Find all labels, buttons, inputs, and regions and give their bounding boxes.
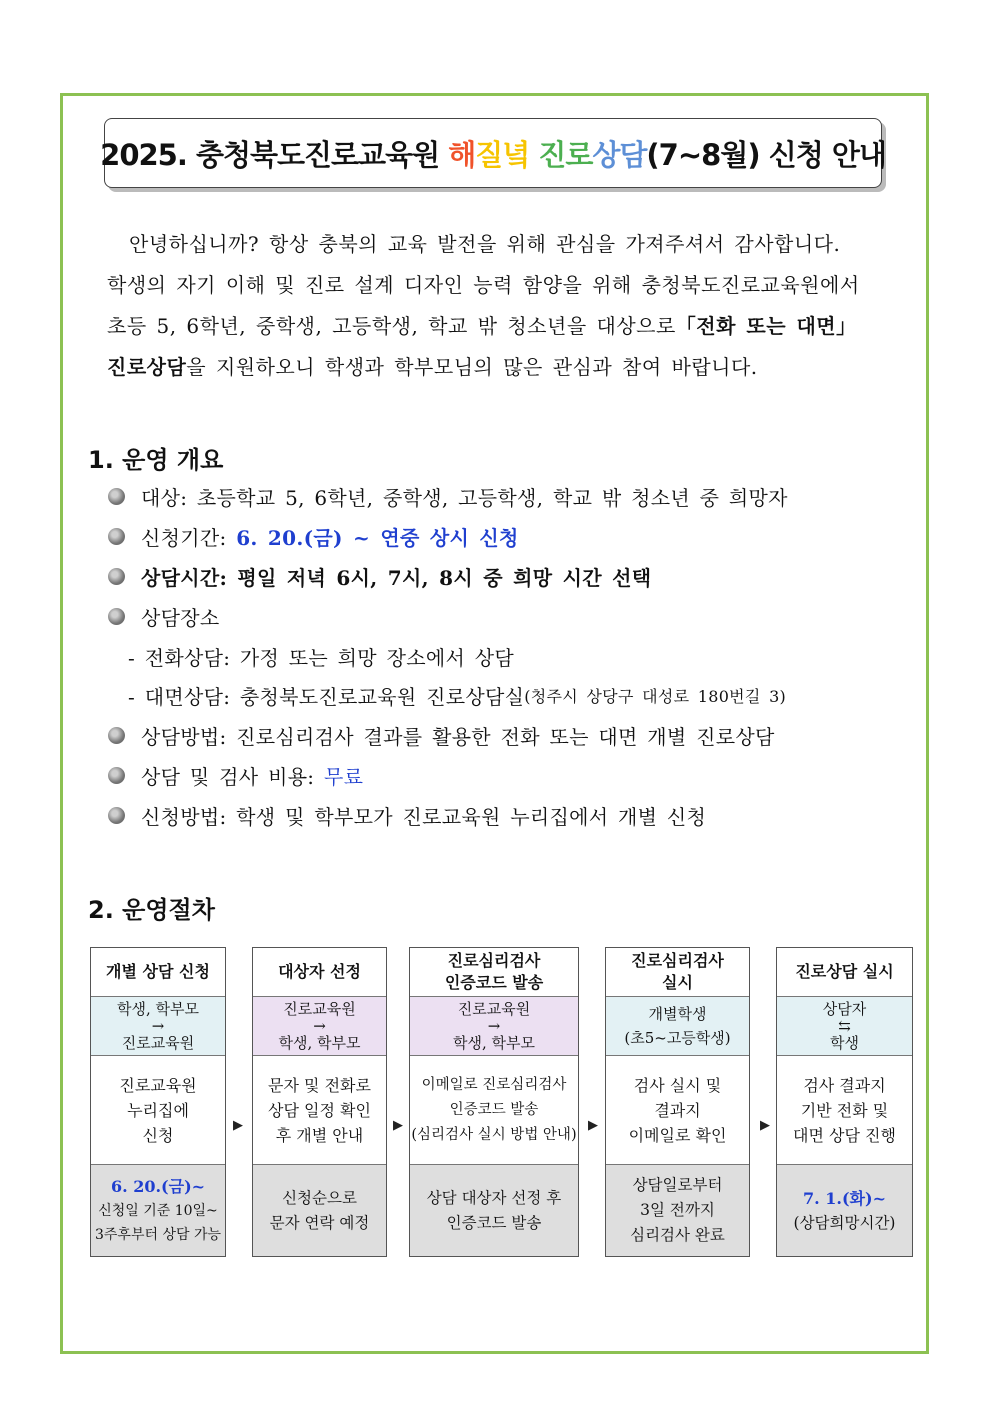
page-title	[100, 118, 886, 188]
step-3-code	[409, 947, 579, 1257]
step-who: 진로교육원 → 학생, 학부모	[253, 997, 386, 1056]
exchange-arrows-icon: ⇆	[838, 1016, 851, 1035]
period-label: 신청기간:	[141, 526, 237, 551]
bullet-icon	[108, 727, 125, 744]
step-foot: 신청순으로 문자 연락 예정	[253, 1165, 386, 1256]
step-5-counsel	[776, 947, 913, 1257]
step-foot: 상담 대상자 선정 후 인증코드 발송	[410, 1165, 578, 1256]
step-foot: 7. 1.(화)~ (상담희망시간)	[777, 1165, 912, 1256]
title-space	[529, 136, 538, 170]
step-desc: 이메일로 진로심리검사 인증코드 발송 (심리검사 실시 방법 안내)	[410, 1056, 578, 1165]
arrow-right-icon: ▶	[588, 1118, 598, 1133]
step-head: 진로심리검사 실시	[606, 948, 749, 997]
list-item-phone	[108, 636, 928, 676]
place-text: 상담장소	[141, 605, 220, 630]
step-who: 상담자 ⇆ 학생	[777, 997, 912, 1056]
intro-phone-or-visit: 「전화 또는 대면」	[675, 314, 857, 338]
step-2-select	[252, 947, 387, 1257]
title-prefix: 2025. 충청북도진로교육원	[100, 137, 449, 172]
bullet-icon	[108, 488, 125, 505]
step-4-test	[605, 947, 750, 1257]
step-head: 대상자 선정	[253, 948, 386, 997]
step-head: 개별 상담 신청	[91, 948, 225, 997]
list-item-place	[108, 596, 928, 636]
overview-list	[108, 477, 928, 835]
title-word-jil: 질	[475, 137, 503, 172]
intro-line-4-text: 을 지원하오니 학생과 학부모님의 많은 관심과 참여 바랍니다.	[186, 355, 758, 379]
bullet-icon	[108, 767, 125, 784]
title-word-sangdam: 상담	[592, 137, 647, 172]
list-item-method	[108, 716, 928, 756]
title-word-nyeok: 녘	[502, 137, 530, 172]
step-who: 진로교육원 → 학생, 학부모	[410, 997, 578, 1056]
time-text: 상담시간: 평일 저녁 6시, 7시, 8시 중 희망 시간 선택	[141, 565, 652, 590]
step-desc: 문자 및 전화로 상담 일정 확인 후 개별 안내	[253, 1056, 386, 1165]
title-word-jinro: 진로	[538, 137, 593, 172]
apply-text: 신청방법: 학생 및 학부모가 진로교육원 누리집에서 개별 신청	[141, 804, 707, 829]
intro-line-3-text: 초등 5, 6학년, 중학생, 고등학생, 학교 밖 청소년을 대상으로	[107, 314, 676, 338]
method-text: 상담방법: 진로심리검사 결과를 활용한 전화 또는 대면 개별 진로상담	[141, 725, 775, 750]
step-1-apply	[90, 947, 226, 1257]
bullet-icon	[108, 528, 125, 545]
step-desc: 검사 결과지 기반 전화 및 대면 상담 진행	[777, 1056, 912, 1165]
cost-value: 무료	[324, 764, 364, 789]
list-item-time	[108, 557, 928, 597]
step-foot: 6. 20.(금)~ 신청일 기준 10일~ 3주후부터 상담 가능	[91, 1165, 225, 1256]
bullet-icon	[108, 807, 125, 824]
title-word-hae: 해	[448, 137, 476, 172]
list-item-target	[108, 477, 928, 517]
step-head: 진로상담 실시	[777, 948, 912, 997]
cost-label: 상담 및 검사 비용:	[141, 764, 325, 789]
visit-address: (청주시 상당구 대성로 180번길 3)	[524, 687, 787, 707]
step-date: 7. 1.(화)~	[803, 1188, 886, 1208]
list-item-visit	[108, 676, 928, 716]
step-who: 학생, 학부모 → 진로교육원	[91, 997, 225, 1056]
intro-paragraph	[107, 224, 907, 388]
section-2-heading: 2. 운영절차	[88, 896, 215, 924]
period-value: 6. 20.(금) ~ 연중 상시 신청	[236, 526, 519, 551]
arrow-right-icon: ▶	[760, 1118, 770, 1133]
step-who: 개별학생 (초5~고등학생)	[606, 997, 749, 1056]
list-item-apply	[108, 795, 928, 835]
step-desc: 검사 실시 및 결과지 이메일로 확인	[606, 1056, 749, 1165]
arrow-right-icon: ▶	[233, 1118, 243, 1133]
step-head: 진로심리검사 인증코드 발송	[410, 948, 578, 997]
list-item-cost	[108, 756, 928, 796]
section-1-heading: 1. 운영 개요	[88, 446, 224, 474]
step-date: 6. 20.(금)~	[110, 1176, 206, 1196]
intro-line-1: 안녕하십니까? 항상 충북의 교육 발전을 위해 관심을 가져주셔서 감사합니다.	[129, 232, 841, 256]
intro-line-2: 학생의 자기 이해 및 진로 설계 디자인 능력 함양을 위해 충청북도진로교육원에서	[107, 273, 860, 297]
bullet-icon	[108, 568, 125, 585]
intro-line-4	[107, 347, 907, 388]
step-desc: 진로교육원 누리집에 신청	[91, 1056, 225, 1165]
phone-counsel-text: - 전화상담: 가정 또는 희망 장소에서 상담	[128, 645, 514, 670]
intro-line-3	[107, 306, 907, 347]
intro-career-counsel: 진로상담	[107, 355, 187, 379]
arrow-right-icon: ▶	[393, 1118, 403, 1133]
step-foot: 상담일로부터 3일 전까지 심리검사 완료	[606, 1165, 749, 1256]
bullet-icon	[108, 608, 125, 625]
title-suffix: (7~8월) 신청 안내	[646, 137, 886, 172]
list-item-period	[108, 517, 928, 557]
target-text: 대상: 초등학교 5, 6학년, 중학생, 고등학생, 학교 밖 청소년 중 희망자	[141, 486, 788, 511]
visit-counsel-text: - 대면상담: 충청북도진로교육원 진로상담실	[128, 685, 525, 710]
